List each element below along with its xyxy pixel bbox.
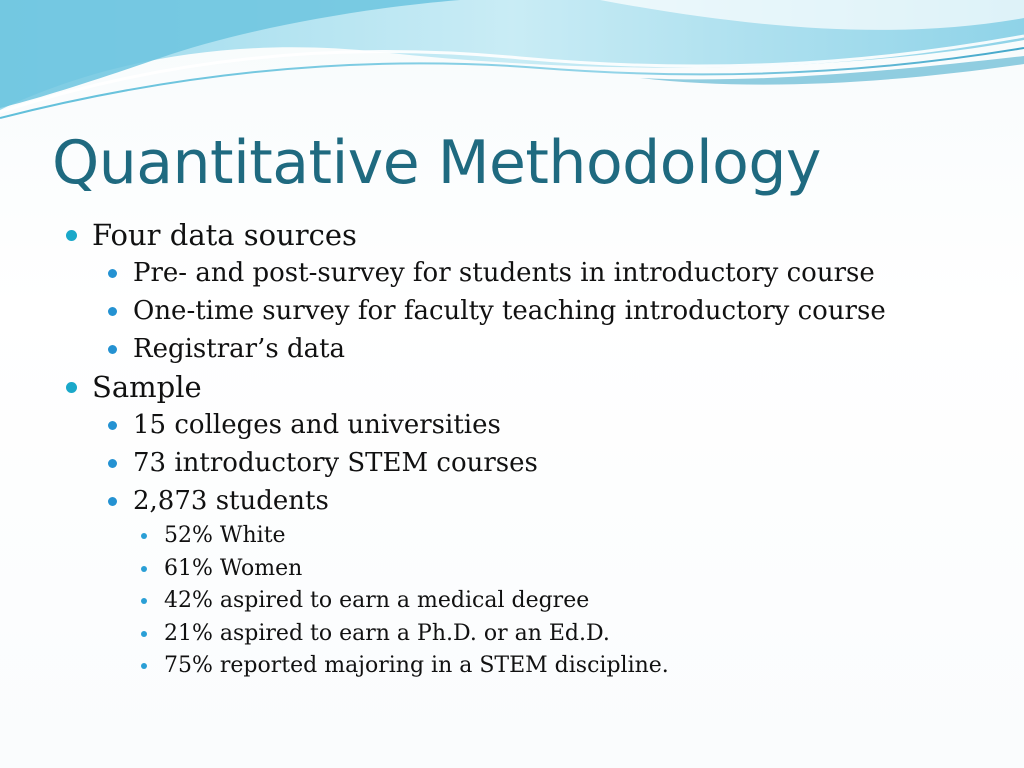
bullet-item <box>0 406 1024 444</box>
bullet-text: 73 introductory STEM courses <box>133 448 538 478</box>
bullet-dot-icon <box>141 566 147 572</box>
slide-title: Quantitative Methodology <box>52 128 821 198</box>
bullet-item <box>0 368 1024 406</box>
bullet-item <box>0 650 1024 683</box>
bullet-dot-icon <box>108 269 117 278</box>
bullet-dot-icon <box>108 459 117 468</box>
bullet-text: Pre- and post-survey for students in introductory course <box>133 258 875 288</box>
bullet-text: 61% Women <box>164 555 303 581</box>
bullet-item <box>0 618 1024 651</box>
bullet-list <box>0 216 1024 683</box>
bullet-dot-icon <box>141 631 147 637</box>
bullet-item <box>0 553 1024 586</box>
header-wave-decoration <box>0 0 1024 130</box>
bullet-text: 15 colleges and universities <box>133 410 501 440</box>
bullet-item <box>0 520 1024 553</box>
bullet-item <box>0 254 1024 292</box>
bullet-text: 21% aspired to earn a Ph.D. or an Ed.D. <box>164 620 610 646</box>
bullet-text: 2,873 students <box>133 486 329 516</box>
bullet-item <box>0 585 1024 618</box>
bullet-dot-icon <box>108 307 117 316</box>
bullet-item <box>0 330 1024 368</box>
bullet-dot-icon <box>141 598 147 604</box>
bullet-text: Four data sources <box>92 218 357 252</box>
bullet-dot-icon <box>66 230 77 241</box>
bullet-text: 42% aspired to earn a medical degree <box>164 588 590 613</box>
bullet-text: Registrar’s data <box>133 334 346 364</box>
bullet-dot-icon <box>108 497 117 506</box>
bullet-dot-icon <box>108 421 117 430</box>
bullet-dot-icon <box>108 345 117 354</box>
bullet-text: One-time survey for faculty teaching introductory course <box>133 296 886 326</box>
bullet-item <box>0 292 1024 330</box>
bullet-text: Sample <box>92 370 202 404</box>
bullet-dot-icon <box>141 533 147 539</box>
bullet-text: 52% White <box>164 523 286 548</box>
bullet-text: 75% reported majoring in a STEM discipline. <box>164 653 669 678</box>
bullet-dot-icon <box>66 382 77 393</box>
bullet-dot-icon <box>141 663 147 669</box>
bullet-item <box>0 482 1024 520</box>
bullet-item <box>0 444 1024 482</box>
bullet-item <box>0 216 1024 254</box>
